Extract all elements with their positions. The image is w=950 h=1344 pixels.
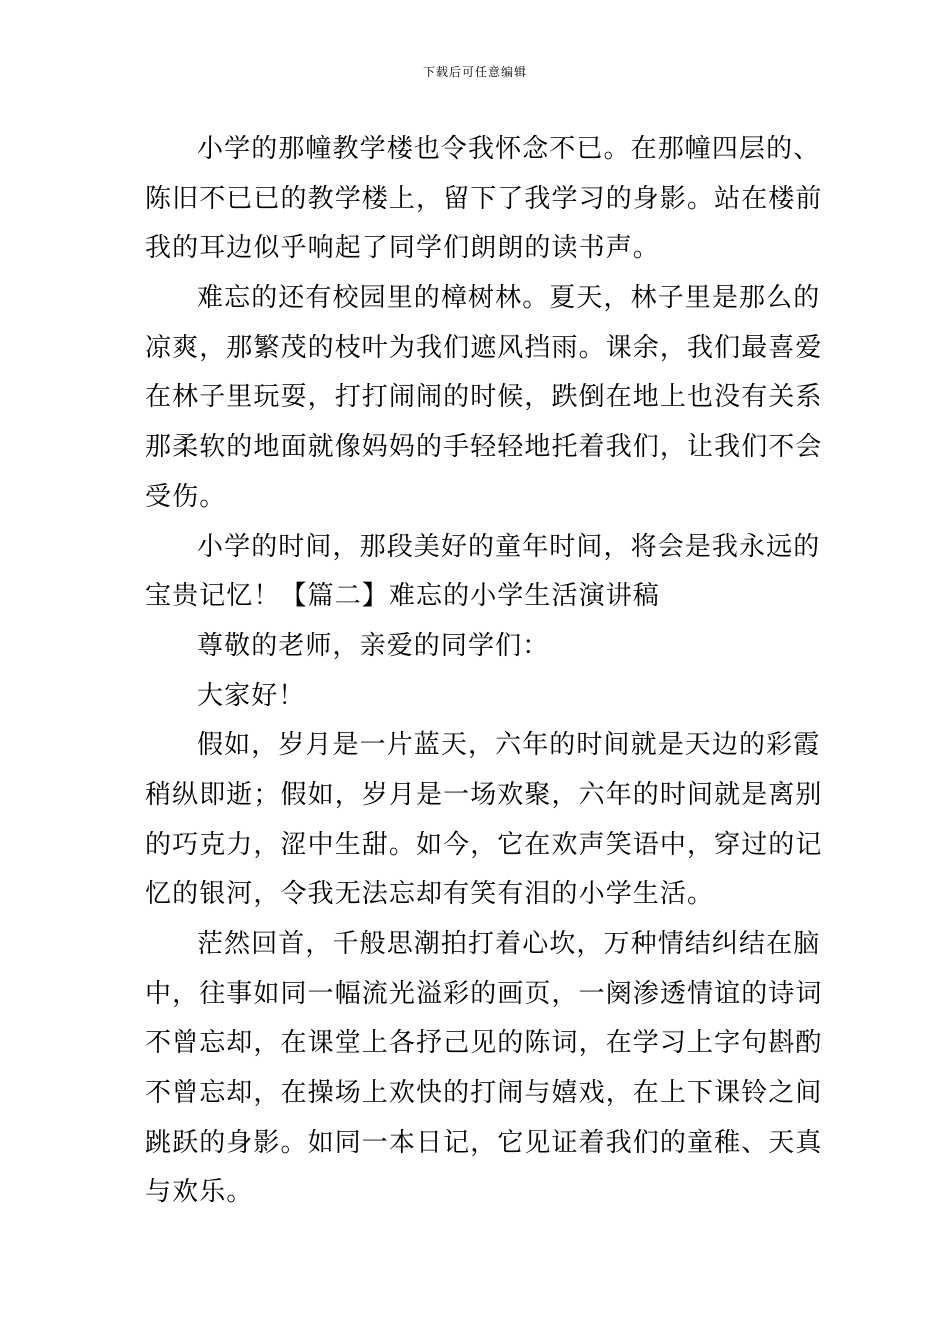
text-line: 那柔软的地面就像妈妈的手轻轻地托着我们，让我们不会 (145, 432, 823, 463)
text-line: 茫然回首，千般思潮拍打着心坎，万种情结纠结在脑 (197, 929, 821, 959)
header-note: 下载后可任意编辑 (422, 65, 527, 79)
text-line: 的巧克力，涩中生甜。如今，它在欢声笑语中，穿过的记 (145, 829, 823, 860)
document-body (145, 125, 823, 1218)
paragraph-1 (145, 125, 823, 274)
text-line: 难忘的还有校园里的樟树林。夏天，林子里是那么的 (197, 283, 821, 314)
text-line: 在林子里玩耍，打打闹闹的时候，跌倒在地上也没有关系 (145, 382, 823, 413)
text-line: 我的耳边似乎响起了同学们朗朗的读书声。 (145, 233, 660, 264)
text-line: 跳跃的身影。如同一本日记，它见证着我们的童稚、天真 (145, 1127, 823, 1158)
text-line: 不曾忘却，在课堂上各抒己见的陈词，在学习上字句斟酌 (145, 1028, 823, 1059)
paragraph-2 (145, 274, 823, 522)
paragraph-3 (145, 523, 821, 622)
text-line: 宝贵记忆！【篇二】难忘的小学生活演讲稿 (145, 581, 660, 612)
text-line: 中，往事如同一幅流光溢彩的画页，一阕渗透情谊的诗词 (145, 978, 823, 1009)
paragraph-5 (145, 672, 815, 722)
text-line: 尊敬的老师，亲爱的同学们： (197, 630, 550, 661)
text-line: 受伤。 (145, 481, 227, 512)
text-line: 凉爽，那繁茂的枝叶为我们遮风挡雨。课余，我们最喜爱 (145, 332, 823, 363)
text-line: 大家好！ (197, 680, 306, 711)
paragraph-4 (145, 622, 815, 672)
paragraph-7 (145, 920, 823, 1218)
text-line: 小学的那幢教学楼也令我怀念不已。在那幢四层的、 (197, 134, 821, 164)
text-line: 不曾忘却，在操场上欢快的打闹与嬉戏，在上下课铃之间 (145, 1078, 823, 1109)
text-line: 假如，岁月是一片蓝天，六年的时间就是天边的彩霞 (197, 730, 821, 761)
text-line: 稍纵即逝；假如，岁月是一场欢聚，六年的时间就是离别 (145, 779, 823, 810)
text-line: 与欢乐。 (145, 1177, 254, 1208)
text-line: 陈旧不已已的教学楼上，留下了我学习的身影。站在楼前 (145, 183, 823, 214)
text-line: 小学的时间，那段美好的童年时间，将会是我永远的 (197, 531, 821, 562)
text-line: 忆的银河，令我无法忘却有笑有泪的小学生活。 (145, 879, 715, 910)
paragraph-6 (145, 721, 823, 920)
